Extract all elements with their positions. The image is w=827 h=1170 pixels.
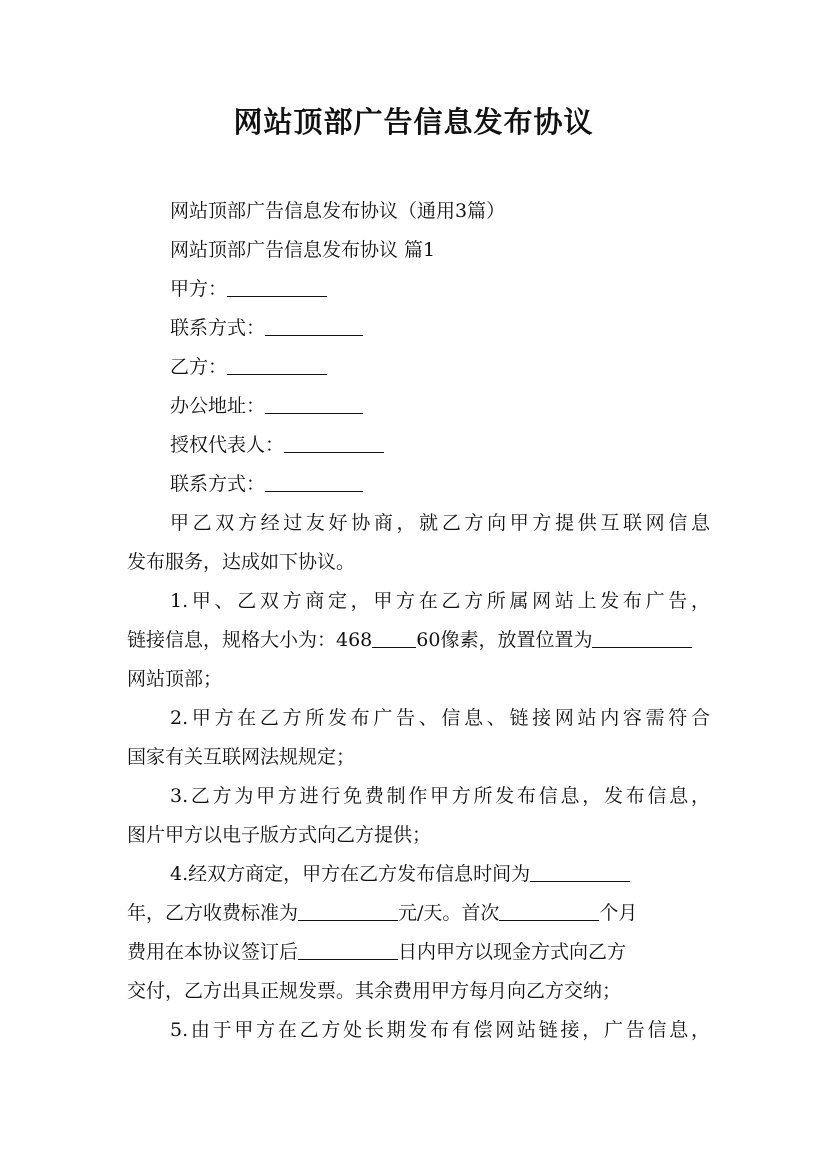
field-office-address	[170, 393, 710, 419]
field-label: 联系方式：	[170, 473, 266, 495]
clause-text: 个月	[599, 902, 638, 924]
intro-line-1: 甲乙双方经过友好协商，就乙方向甲方提供互联网信息	[170, 512, 710, 534]
field-party-b	[170, 354, 710, 380]
blank-line	[265, 412, 363, 414]
document-subtitle: 网站顶部广告信息发布协议（通用3篇）	[170, 200, 506, 222]
field-label: 甲方：	[170, 278, 228, 300]
clause-text: 60像素，放置位置为	[416, 629, 593, 651]
clause-text: 4.经双方商定，甲方在乙方发布信息时间为	[170, 863, 531, 885]
section-heading: 网站顶部广告信息发布协议 篇1	[170, 239, 436, 261]
clause-2-line-1: 2.甲方在乙方所发布广告、信息、链接网站内容需符合	[170, 707, 710, 729]
blank-line	[298, 958, 398, 960]
clause-1-line-2	[127, 627, 707, 653]
field-label: 授权代表人：	[170, 434, 285, 456]
field-contact-1	[170, 315, 710, 341]
blank-line	[265, 490, 363, 492]
field-authorized-rep	[170, 432, 710, 458]
field-label: 联系方式：	[170, 317, 266, 339]
clause-1-line-1: 1.甲、乙双方商定，甲方在乙方所属网站上发布广告，	[170, 590, 710, 612]
field-party-a	[170, 276, 710, 302]
blank-line	[372, 646, 416, 648]
blank-line	[284, 451, 384, 453]
clause-2-line-2: 国家有关互联网法规规定；	[127, 746, 356, 768]
clause-text: 元/天。首次	[398, 902, 500, 924]
clause-4-line-4: 交付，乙方出具正规发票。其余费用甲方每月向乙方交纳；	[127, 980, 622, 1002]
blank-line	[530, 880, 630, 882]
blank-line	[265, 334, 363, 336]
blank-line	[298, 919, 398, 921]
clause-4-line-2	[127, 900, 707, 926]
field-label: 办公地址：	[170, 395, 266, 417]
clause-text: 年，乙方收费标准为	[127, 902, 299, 924]
field-label: 乙方：	[170, 356, 228, 378]
clause-3-line-1: 3.乙方为甲方进行免费制作甲方所发布信息，发布信息，	[170, 785, 710, 807]
field-contact-2	[170, 471, 710, 497]
clause-text: 日内甲方以现金方式向乙方	[398, 941, 627, 963]
clause-3-line-2: 图片甲方以电子版方式向乙方提供；	[127, 824, 432, 846]
clause-4-line-1	[170, 861, 710, 887]
clause-text: 链接信息，规格大小为：468	[127, 629, 373, 651]
blank-line	[592, 646, 692, 648]
document-title: 网站顶部广告信息发布协议	[233, 105, 594, 139]
blank-line	[227, 295, 327, 297]
clause-5-line-1: 5.由于甲方在乙方处长期发布有偿网站链接，广告信息，	[170, 1019, 710, 1041]
clause-4-line-3	[127, 939, 707, 965]
intro-line-2: 发布服务，达成如下协议。	[127, 551, 356, 573]
blank-line	[227, 373, 327, 375]
clause-1-line-3: 网站顶部；	[127, 668, 223, 690]
clause-text: 费用在本协议签订后	[127, 941, 299, 963]
blank-line	[499, 919, 599, 921]
